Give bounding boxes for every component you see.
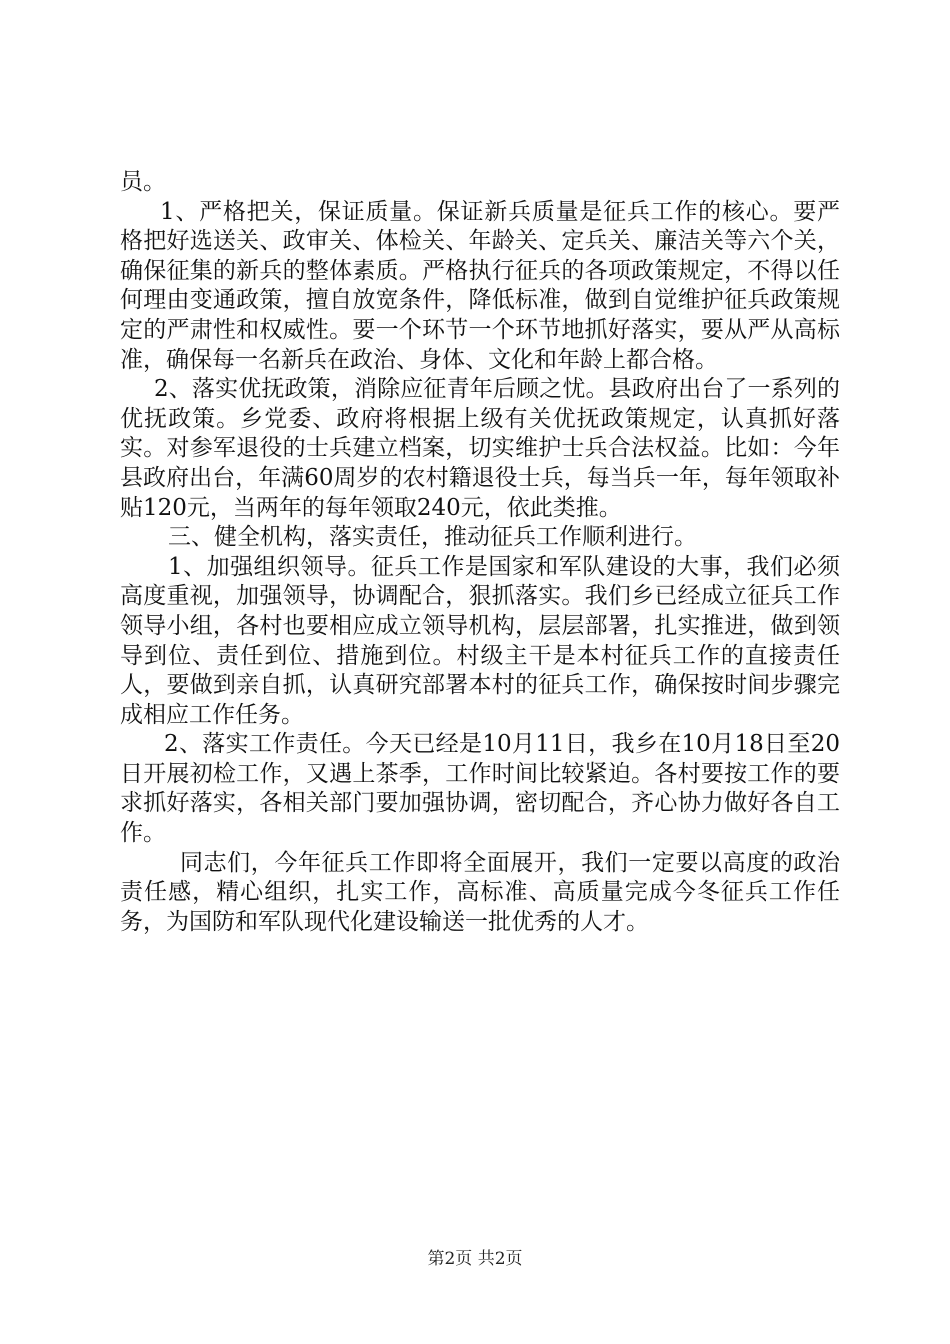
page-number-footer: 第2页 共2页 [427, 1249, 523, 1269]
paragraph-leadership: 1、加强组织领导。征兵工作是国家和军队建设的大事，我们必须高度重视，加强领导，协调配合，狠抓落实。我们乡已经成立征兵工作领导小组，各村也要相应成立领导机构，层层部署，扎实推进，做到领导到位、责任到位、措施到位。村级主干是本村征兵工作的直接责任人，要做到亲自抓，认真研究部署本村的征兵工作，确保按时间步骤完成相应工作任务。 [120, 553, 840, 728]
paragraph-continuation: 员。 [120, 169, 166, 195]
paragraph-strict-checks: 1、严格把关，保证质量。保证新兵质量是征兵工作的核心。要严格把好选送关、政审关、体检关、年龄关、定兵关、廉洁关等六个关，确保征集的新兵的整体素质。严格执行征兵的各项政策规定，不得以任何理由变通政策，擅自放宽条件，降低标准，做到自觉维护征兵政策规定的严肃性和权威性。要一个环节一个环节地抓好落实，要从严从高标准，确保每一名新兵在政治、身体、文化和年龄上都合格。 [120, 198, 840, 373]
paragraph-preferential-policy: 2、落实优抚政策，消除应征青年后顾之忧。县政府出台了一系列的优抚政策。乡党委、政府将根据上级有关优抚政策规定，认真抓好落实。对参军退役的士兵建立档案，切实维护士兵合法权益。比如：今年县政府出台，年满60周岁的农村籍退役士兵，每当兵一年，每年领取补贴120元，当两年的每年领取240元，依此类推。 [120, 376, 840, 521]
paragraph-closing: 同志们，今年征兵工作即将全面展开，我们一定要以高度的政治责任感，精心组织，扎实工作，高标准、高质量完成今冬征兵工作任务，为国防和军队现代化建设输送一批优秀的人才。 [120, 849, 840, 935]
paragraph-responsibility: 2、落实工作责任。今天已经是10月11日，我乡在10月18日至20日开展初检工作，又遇上茶季，工作时间比较紧迫。各村要按工作的要求抓好落实，各相关部门要加强协调，密切配合，齐心协力做好各自工作。 [120, 731, 840, 847]
section-heading-organization: 三、健全机构，落实责任，推动征兵工作顺利进行。 [168, 524, 697, 551]
document-body [120, 168, 840, 937]
